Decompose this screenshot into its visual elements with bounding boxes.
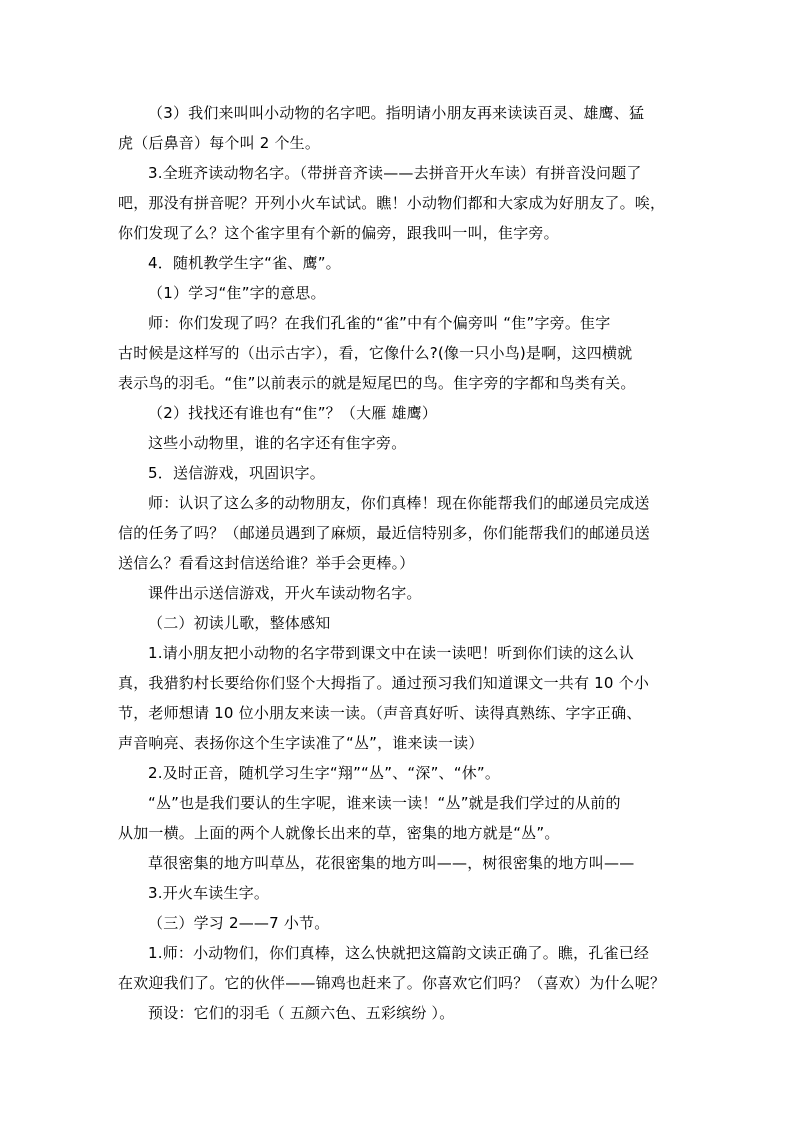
section-heading: （二）初读儿歌，整体感知 (148, 614, 331, 632)
paragraph-line: 虎（后鼻音）每个叫 2 个生。 (118, 134, 321, 152)
paragraph-line: 你们发现了么？这个雀字里有个新的偏旁，跟我叫一叫，隹字旁。 (118, 224, 559, 242)
paragraph-line: 师：你们发现了吗？在我们孔雀的“雀”中有个偏旁叫 “隹”字旁。隹字 (148, 314, 611, 332)
paragraph-line: （3）我们来叫叫小动物的名字吧。指明请小朋友再来读读百灵、雄鹰、猛 (148, 104, 645, 122)
paragraph-line: 真，我猎豹村长要给你们竖个大拇指了。通过预习我们知道课文一共有 10 个小 (118, 674, 650, 692)
paragraph-line: 这些小动物里，谁的名字还有隹字旁。 (148, 434, 407, 452)
paragraph-line: 声音响亮、表扬你这个生字读准了“丛”，谁来读一读） (118, 734, 484, 752)
paragraph-line: 草很密集的地方叫草丛，花很密集的地方叫——，树很密集的地方叫—— (148, 854, 635, 872)
paragraph-line: 古时候是这样写的（出示古字），看，它像什么?(像一只小鸟)是啊，这四横就 (118, 344, 633, 362)
document-body (118, 98, 680, 1028)
paragraph-line: 节，老师想请 10 位小朋友来读一读。（声音真好听、读得真熟练、字字正确、 (118, 704, 642, 722)
paragraph-line: 送信么？看看这封信送给谁？举手会更棒。） (118, 554, 415, 572)
paragraph-line: “丛”也是我们要认的生字呢，谁来读一读！“丛”就是我们学过的从前的 (148, 794, 621, 812)
paragraph-line: 预设：它们的羽毛（ 五颜六色、五彩缤纷 ）。 (148, 1004, 455, 1022)
section-heading: 4．随机教学生字“雀、鹰”。 (148, 254, 341, 272)
paragraph-line: 在欢迎我们了。它的伙伴——锦鸡也赶来了。你喜欢它们吗？（喜欢）为什么呢？ (118, 974, 666, 992)
paragraph-line: 1.师：小动物们，你们真棒，这么快就把这篇韵文读正确了。瞧，孔雀已经 (148, 944, 650, 962)
paragraph-line: 从加一横。上面的两个人就像长出来的草，密集的地方就是“丛”。 (118, 824, 560, 842)
subsection-heading: （2）找找还有谁也有“隹”？（大雁 雄鹰） (148, 404, 438, 422)
paragraph-line: 3.开火车读生字。 (148, 884, 270, 902)
section-heading: 5．送信游戏，巩固识字。 (148, 464, 325, 482)
paragraph-line: 信的任务了吗？（邮递员遇到了麻烦，最近信特别多，你们能帮我们的邮递员送 (118, 524, 651, 542)
subsection-heading: （1）学习“隹”字的意思。 (148, 284, 326, 302)
paragraph-line: 表示鸟的羽毛。“隹”以前表示的就是短尾巴的鸟。隹字旁的字都和鸟类有关。 (118, 374, 636, 392)
paragraph-line: 1.请小朋友把小动物的名字带到课文中在读一读吧！听到你们读的这么认 (148, 644, 634, 662)
paragraph-line: 3.全班齐读动物名字。（带拼音齐读——去拼音开火车读）有拼音没问题了 (148, 164, 642, 182)
section-heading: （三）学习 2——7 小节。 (148, 914, 330, 932)
paragraph-line: 2.及时正音，随机学习生字“翔”“丛”、“深”、“休”。 (148, 764, 501, 782)
paragraph-line: 课件出示送信游戏，开火车读动物名字。 (148, 584, 422, 602)
paragraph-line: 师：认识了这么多的动物朋友，你们真棒！现在你能帮我们的邮递员完成送 (148, 494, 650, 512)
paragraph-line: 吧，那没有拼音呢？开列小火车试试。瞧！小动物们都和大家成为好朋友了。唉， (118, 194, 666, 212)
